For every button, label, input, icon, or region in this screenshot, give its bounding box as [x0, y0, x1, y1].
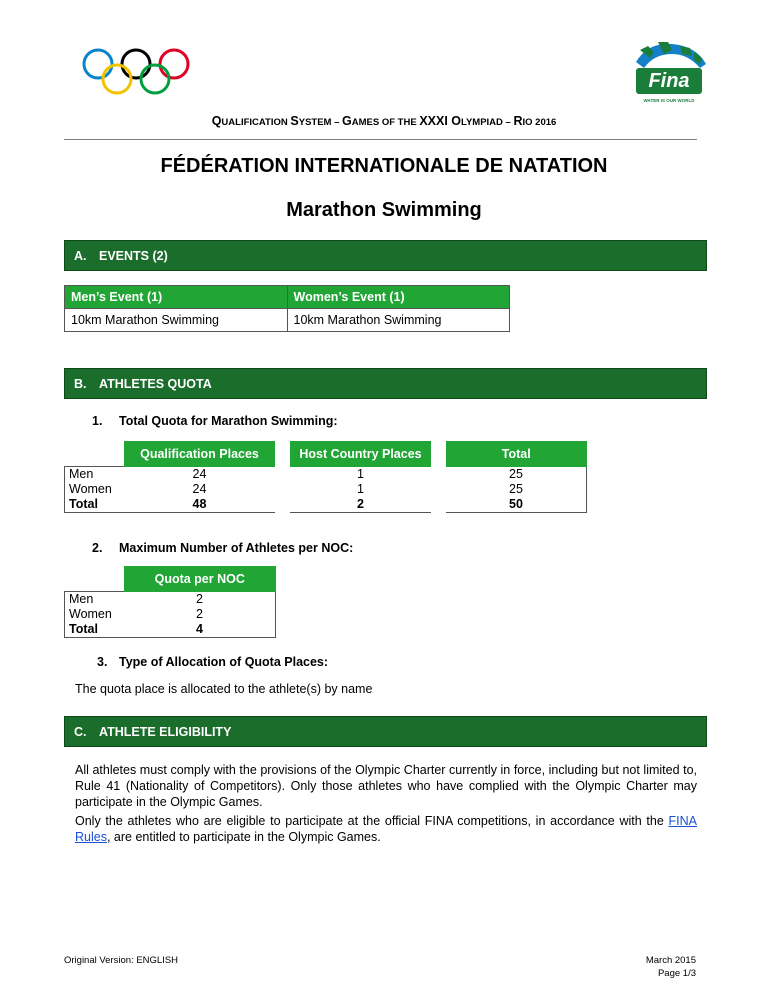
item1-number: 1.: [92, 414, 103, 428]
section-a-header: A. EVENTS (2): [64, 240, 707, 271]
section-c-header: C. ATHLETE ELIGIBILITY: [64, 716, 707, 747]
noc-quota-table: [64, 566, 276, 638]
table-row: Men 2: [65, 592, 276, 608]
fina-tagline: WATER IS OUR WORLD: [643, 98, 695, 103]
events-header-men: Men’s Event (1): [65, 286, 288, 309]
item2-number: 2.: [92, 541, 103, 555]
item3-title: Type of Allocation of Quota Places:: [119, 655, 329, 669]
events-cell-men: 10km Marathon Swimming: [65, 309, 288, 332]
item2-title: Maximum Number of Athletes per NOC:: [119, 541, 354, 555]
noc-header: Quota per NOC: [124, 566, 276, 592]
quota-header-host: Host Country Places: [290, 441, 431, 467]
fina-rules-link[interactable]: FINA Rules: [75, 814, 697, 844]
events-table: [64, 285, 510, 332]
fina-wordmark: Fina: [648, 70, 690, 92]
ring-blue: [84, 50, 112, 78]
events-header-women: Women’s Event (1): [287, 286, 510, 309]
item1-title: Total Quota for Marathon Swimming:: [119, 414, 338, 428]
footer-version: Original Version: ENGLISH: [64, 955, 179, 966]
total-quota-table: [64, 441, 587, 513]
item3-text: The quota place is allocated to the athlete(s) by name: [75, 682, 373, 696]
table-row: Men 24 1 25: [65, 467, 587, 483]
eligibility-paragraph-1: All athletes must comply with the provisions of the Olympic Charter currently in force, including but not limited to, Rule 41 (Nationality of Competitors). Only those athletes who have complied with the Olympic Charter may participate in the Olympic Games.: [75, 763, 697, 809]
events-cell-women: 10km Marathon Swimming: [287, 309, 510, 332]
footer-date: March 2015: [645, 955, 696, 966]
footer-page: Page 1/3: [657, 968, 696, 979]
ring-red: [160, 50, 188, 78]
document-header: QUALIFICATION SYSTEM – GAMES OF THE XXXI OLYMPIAD – RIO 2016: [211, 114, 557, 128]
table-row: Women 2: [65, 607, 276, 622]
item3-number: 3.: [97, 655, 108, 669]
page-title: FÉDÉRATION INTERNATIONALE DE NATATION: [160, 155, 608, 177]
quota-header-qualification: Qualification Places: [124, 441, 275, 467]
header-divider: [64, 139, 697, 140]
ring-yellow: [103, 65, 131, 93]
eligibility-paragraph-2: Only the athletes who are eligible to participate at the official FINA competitions, in accordance with the FINA Rules, are entitled to participate in the Olympic Games.: [75, 814, 697, 844]
section-b-header: B. ATHLETES QUOTA: [64, 368, 707, 399]
ring-green: [141, 65, 169, 93]
table-row: Total 4: [65, 622, 276, 638]
fina-logo: [628, 38, 710, 118]
table-row: Women 24 1 25: [65, 482, 587, 497]
page-subtitle: Marathon Swimming: [286, 199, 482, 221]
quota-header-total: Total: [446, 441, 587, 467]
table-row: Total 48 2 50: [65, 497, 587, 513]
ring-black: [122, 50, 150, 78]
olympic-rings-logo: [80, 47, 192, 97]
